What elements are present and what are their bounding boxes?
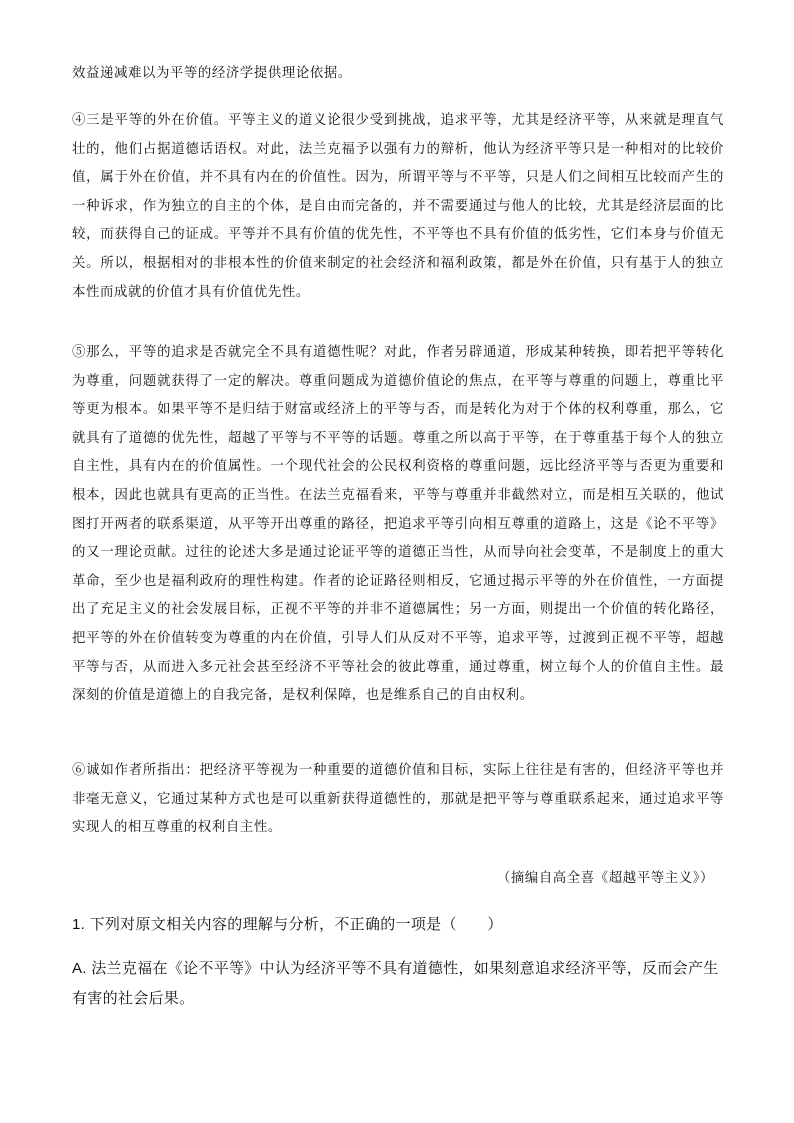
source-citation: （摘编自高全喜《超越平等主义》） <box>496 871 714 886</box>
paragraph-5: ⑤那么，平等的追求是否就完全不具有道德性呢？对此，作者另辟通道，形成某种转换，即若把平等转化为尊重，问题就获得了一定的解决。尊重问题成为道德价值论的焦点，在平等与尊重的问题上，尊重比平等更为根本。如果平等不是归结于财富或经济上的平等与否，而是转化为对于个体的权利尊重，那么，它就具有了道德的优先性，超越了平等与不平等的话题。尊重之所以高于平等，在于尊重基于每个人的独立自主性，具有内在的价值属性。一个现代社会的公民权利资格的尊重问题，远比经济平等与否更为重要和根本，因此也就具有更高的正当性。在法兰克福看来，平等与尊重并非截然对立，而是相互关联的，他试图打开两者的联系渠道，从平等开出尊重的路径，把追求平等引向相互尊重的道路上，这是《论不平等》的又一理论贡献。过往的论述大多是通过论证平等的道德正当性，从而导向社会变革，不是制度上的重大革命，至少也是福利政府的理性构建。作者的论证路径则相反，它通过揭示平等的外在价值性，一方面提出了充足主义的社会发展目标，正视不平等的并非不道德属性；另一方面，则提出一个价值的转化路径，把平等的外在价值转变为尊重的内在价值，引导人们从反对不平等，追求平等，过渡到正视不平等，超越平等与否，从而进入多元社会甚至经济不平等社会的彼此尊重，通过尊重，树立每个人的价值自主性。最深刻的价值是道德上的自我完备，是权利保障，也是维系自己的自由权利。 <box>72 345 724 704</box>
paragraph-6: ⑥诚如作者所指出：把经济平等视为一种重要的道德价值和目标，实际上往往是有害的，但经济平等也并非毫无意义，它通过某种方式也是可以重新获得道德性的，那就是把平等与尊重联系起来，通过追求平等实现人的相互尊重的权利自主性。 <box>72 763 724 836</box>
paragraph-4: ④三是平等的外在价值。平等主义的道义论很少受到挑战，追求平等，尤其是经济平等，从来就是理直气壮的，他们占据道德话语权。对此，法兰克福予以强有力的辩析，他认为经济平等只是一种相对的比较价值，属于外在价值，并不具有内在的价值性。因为，所谓平等与不平等，只是人们之间相互比较而产生的一种诉求，作为独立的自主的个体，是自由而完备的，并不需要通过与他人的比较，尤其是经济层面的比较，而获得自己的证成。平等并不具有价值的优先性，不平等也不具有价值的低劣性，它们本身与价值无关。所以，根据相对的非根本性的价值来制定的社会经济和福利政策，都是外在价值，只有基于人的独立本性而成就的价值才具有价值优先性。 <box>72 113 724 300</box>
question-stem: 1. 下列对原文相关内容的理解与分析，不正确的一项是（ ） <box>72 916 503 933</box>
question-option-a: A. 法兰克福在《论不平等》中认为经济平等不具有道德性，如果刻意追求经济平等，反而会产生有害的社会后果。 <box>72 960 719 1007</box>
paragraph-continuation: 效益递减难以为平等的经济学提供理论依据。 <box>72 66 352 81</box>
